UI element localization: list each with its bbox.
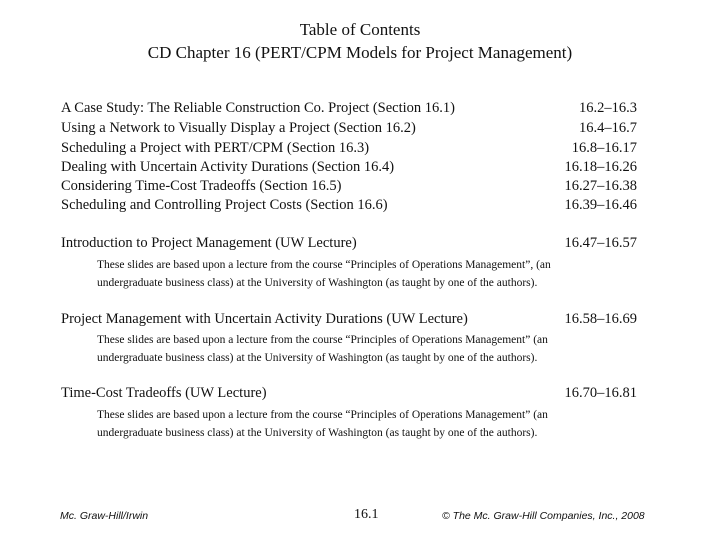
lecture-entry-pages: 16.47–16.57	[564, 235, 637, 251]
toc-entry-label: Scheduling and Controlling Project Costs (Section 16.6)	[61, 197, 388, 213]
footer-copyright: © The Mc. Graw-Hill Companies, Inc., 2008	[442, 510, 645, 522]
toc-entry-label: Scheduling a Project with PERT/CPM (Section 16.3)	[61, 140, 370, 156]
page-subtitle: CD Chapter 16 (PERT/CPM Models for Project Management)	[147, 43, 573, 62]
lecture-note-line: undergraduate business class) at the University of Washington (as taught by one of the authors).	[97, 352, 538, 364]
lecture-note	[97, 256, 657, 292]
page-title: Table of Contents	[299, 20, 421, 39]
toc-entry-pages: 16.8–16.17	[571, 140, 637, 156]
lecture-entry-pages: 16.58–16.69	[564, 311, 637, 327]
lecture-note-line: undergraduate business class) at the University of Washington (as taught by one of the authors).	[97, 427, 538, 439]
lecture-note-line: These slides are based upon a lecture from the course “Principles of Operations Management” (an	[97, 409, 548, 421]
lecture-entry-pages: 16.70–16.81	[564, 385, 637, 401]
toc-entry-label: A Case Study: The Reliable Construction Co. Project (Section 16.1)	[61, 100, 456, 116]
toc-entry-label: Using a Network to Visually Display a Project (Section 16.2)	[61, 120, 416, 136]
lecture-entry-label: Time-Cost Tradeoffs (UW Lecture)	[61, 385, 267, 401]
lecture-note-line: These slides are based upon a lecture from the course “Principles of Operations Management” (an	[97, 334, 548, 346]
toc-entry-pages: 16.18–16.26	[564, 159, 637, 175]
lecture-note	[97, 406, 657, 442]
toc-entry-pages: 16.39–16.46	[564, 197, 637, 213]
lecture-note-line: These slides are based upon a lecture from the course “Principles of Operations Management”, (an	[97, 259, 551, 271]
toc-entry-pages: 16.27–16.38	[564, 178, 637, 194]
lecture-note-line: undergraduate business class) at the University of Washington (as taught by one of the authors).	[97, 277, 538, 289]
footer-page-number: 16.1	[354, 507, 379, 522]
toc-entry-pages: 16.2–16.3	[579, 100, 637, 116]
lecture-note	[97, 331, 657, 367]
lecture-entry-label: Project Management with Uncertain Activity Durations (UW Lecture)	[61, 311, 468, 327]
lecture-entry-label: Introduction to Project Management (UW Lecture)	[61, 235, 357, 251]
toc-entry-label: Dealing with Uncertain Activity Durations (Section 16.4)	[61, 159, 395, 175]
toc-entry-pages: 16.4–16.7	[579, 120, 637, 136]
toc-entry-label: Considering Time-Cost Tradeoffs (Section 16.5)	[61, 178, 342, 194]
footer-publisher: Mc. Graw-Hill/Irwin	[60, 510, 149, 522]
